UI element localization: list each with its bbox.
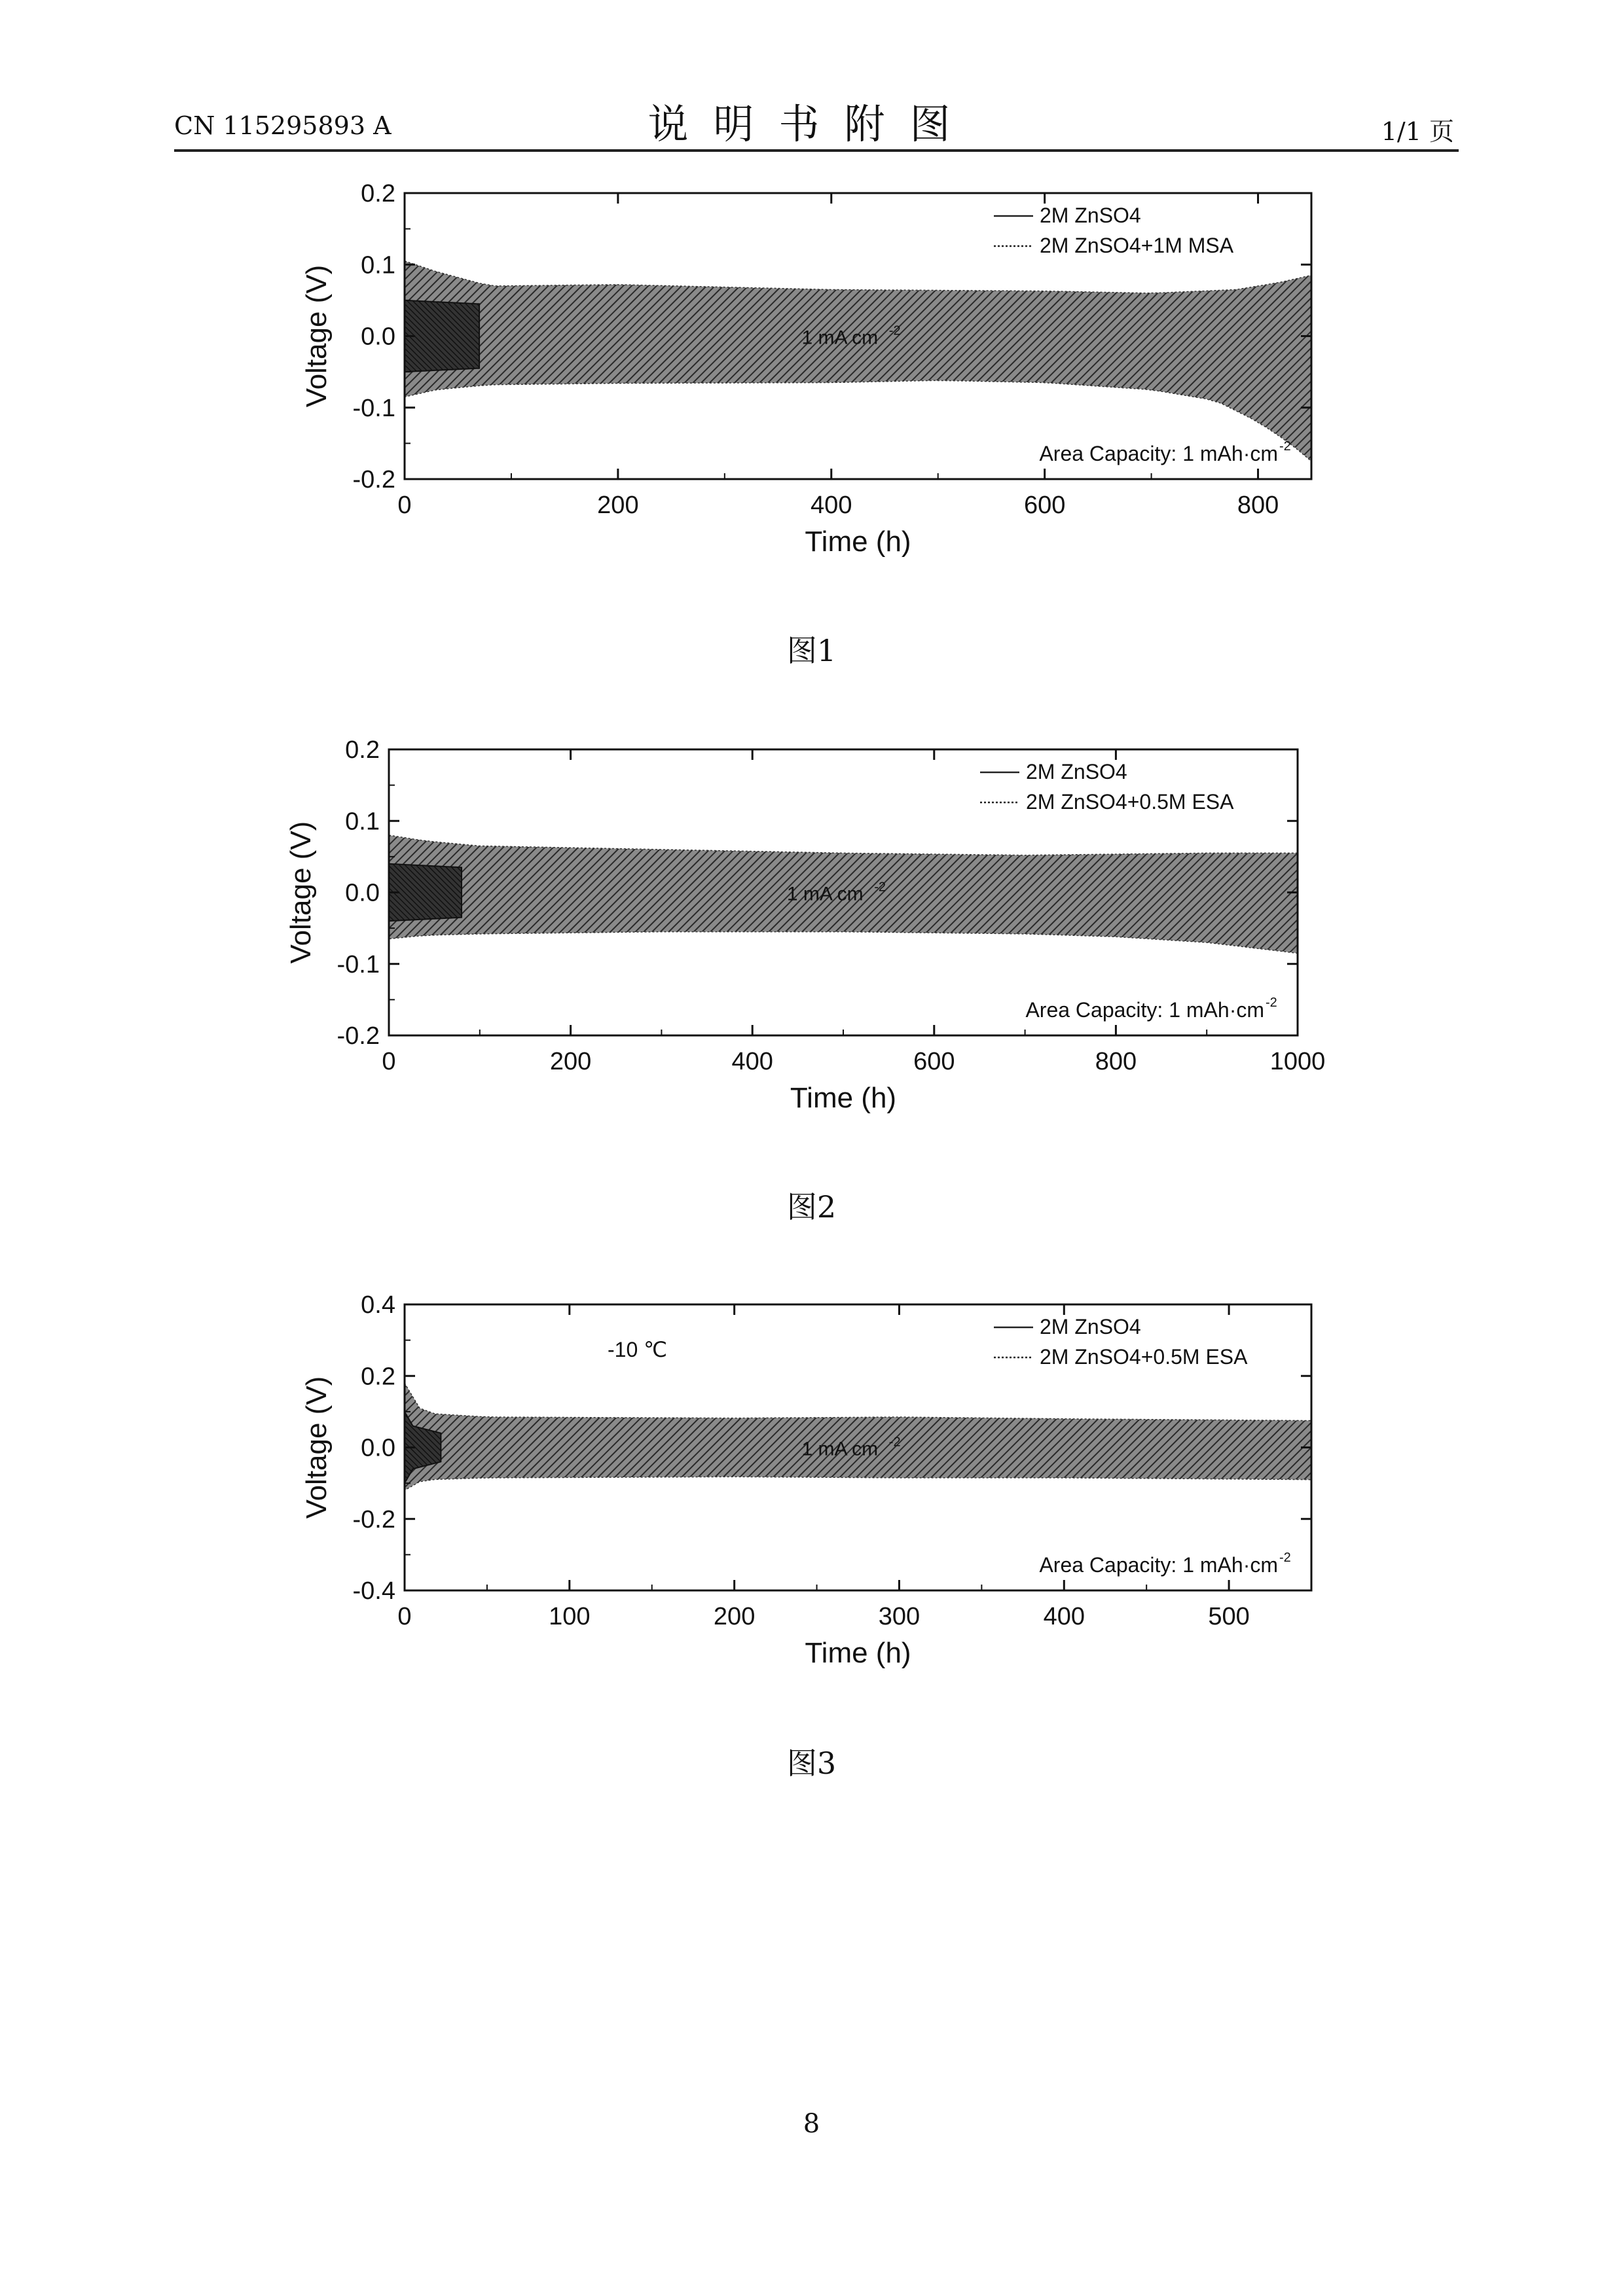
x-axis-label: Time (h) [805, 526, 911, 558]
figure-2-caption: 图2 [786, 1189, 837, 1225]
y-tick-label: -0.1 [337, 950, 380, 978]
page-number: 8 [803, 2109, 820, 2139]
x-tick-label: 300 [878, 1603, 921, 1630]
y-tick-label: 0.2 [361, 180, 395, 207]
x-tick-label: 400 [731, 1048, 773, 1075]
page-title: 说明书附图 [647, 100, 976, 148]
area-capacity-exponent: -2 [1279, 1551, 1291, 1565]
series-band-baseline [405, 300, 479, 372]
current-density-label: 1 mA cm [786, 883, 864, 905]
x-tick-label: 200 [549, 1048, 592, 1075]
x-tick-label: 500 [1208, 1603, 1250, 1630]
legend-entry: 2M ZnSO4 [1040, 204, 1141, 227]
y-tick-label: -0.2 [352, 466, 395, 493]
x-tick-label: 800 [1095, 1048, 1137, 1075]
x-tick-label: 800 [1237, 492, 1279, 519]
document-number: CN 115295893 A [174, 111, 392, 140]
y-tick-label: -0.2 [352, 1505, 395, 1534]
legend-entry: 2M ZnSO4+1M MSA [1040, 234, 1234, 257]
legend-entry: 2M ZnSO4+0.5M ESA [1040, 1345, 1248, 1369]
x-tick-label: 0 [382, 1048, 396, 1075]
y-tick-label: 0.0 [345, 879, 380, 907]
x-tick-label: 1000 [1269, 1048, 1326, 1075]
y-axis-label: Voltage (V) [285, 821, 317, 964]
current-density-exponent: -2 [888, 323, 901, 338]
current-density-exponent: -2 [874, 880, 886, 895]
x-tick-label: 200 [597, 492, 639, 519]
x-tick-label: 0 [397, 492, 412, 519]
page-label: 1/1 页 [1381, 117, 1454, 146]
x-tick-label: 0 [397, 1603, 412, 1630]
x-tick-label: 600 [1023, 492, 1066, 519]
y-tick-label: 0.0 [361, 1434, 395, 1462]
series-band-additive [405, 1383, 1311, 1490]
area-capacity-label: Area Capacity: 1 mAh·cm [1025, 998, 1264, 1022]
y-tick-label: -0.4 [352, 1577, 395, 1605]
legend-entry: 2M ZnSO4 [1040, 1315, 1141, 1338]
area-capacity-exponent: -2 [1266, 996, 1277, 1010]
y-tick-label: -0.2 [337, 1022, 380, 1050]
series-band-additive [405, 261, 1311, 461]
legend-entry: 2M ZnSO4+0.5M ESA [1026, 790, 1234, 814]
y-axis-label: Voltage (V) [301, 264, 333, 408]
chart-2 [285, 736, 1325, 1114]
current-density-label: 1 mA cm [801, 1438, 879, 1460]
current-density-label: 1 mA cm [801, 327, 879, 349]
area-capacity-label: Area Capacity: 1 mAh·cm [1039, 442, 1278, 465]
area-capacity-exponent: -2 [1279, 439, 1291, 454]
y-tick-label: 0.2 [345, 736, 380, 764]
current-density-exponent: -2 [888, 1435, 901, 1450]
y-tick-label: 0.1 [345, 808, 380, 836]
chart-1 [301, 180, 1311, 558]
y-tick-label: 0.0 [361, 323, 395, 351]
y-tick-label: 0.2 [361, 1363, 395, 1391]
figure-3-caption: 图3 [786, 1746, 837, 1781]
area-capacity-label: Area Capacity: 1 mAh·cm [1039, 1553, 1278, 1577]
x-tick-label: 200 [713, 1603, 756, 1630]
chart-3 [301, 1291, 1311, 1669]
x-tick-label: 600 [913, 1048, 955, 1075]
x-axis-label: Time (h) [805, 1637, 911, 1669]
x-axis-label: Time (h) [790, 1082, 897, 1114]
x-tick-label: 400 [811, 492, 852, 519]
temperature-label: -10 ℃ [608, 1338, 668, 1361]
series-band-baseline [389, 864, 462, 921]
legend-entry: 2M ZnSO4 [1026, 760, 1127, 783]
x-tick-label: 100 [549, 1603, 591, 1630]
y-tick-label: 0.4 [361, 1291, 395, 1319]
y-tick-label: 0.1 [361, 251, 395, 279]
x-tick-label: 400 [1043, 1603, 1085, 1630]
y-axis-label: Voltage (V) [301, 1376, 333, 1519]
y-tick-label: -0.1 [352, 394, 395, 422]
figure-1-caption: 图1 [786, 633, 837, 668]
